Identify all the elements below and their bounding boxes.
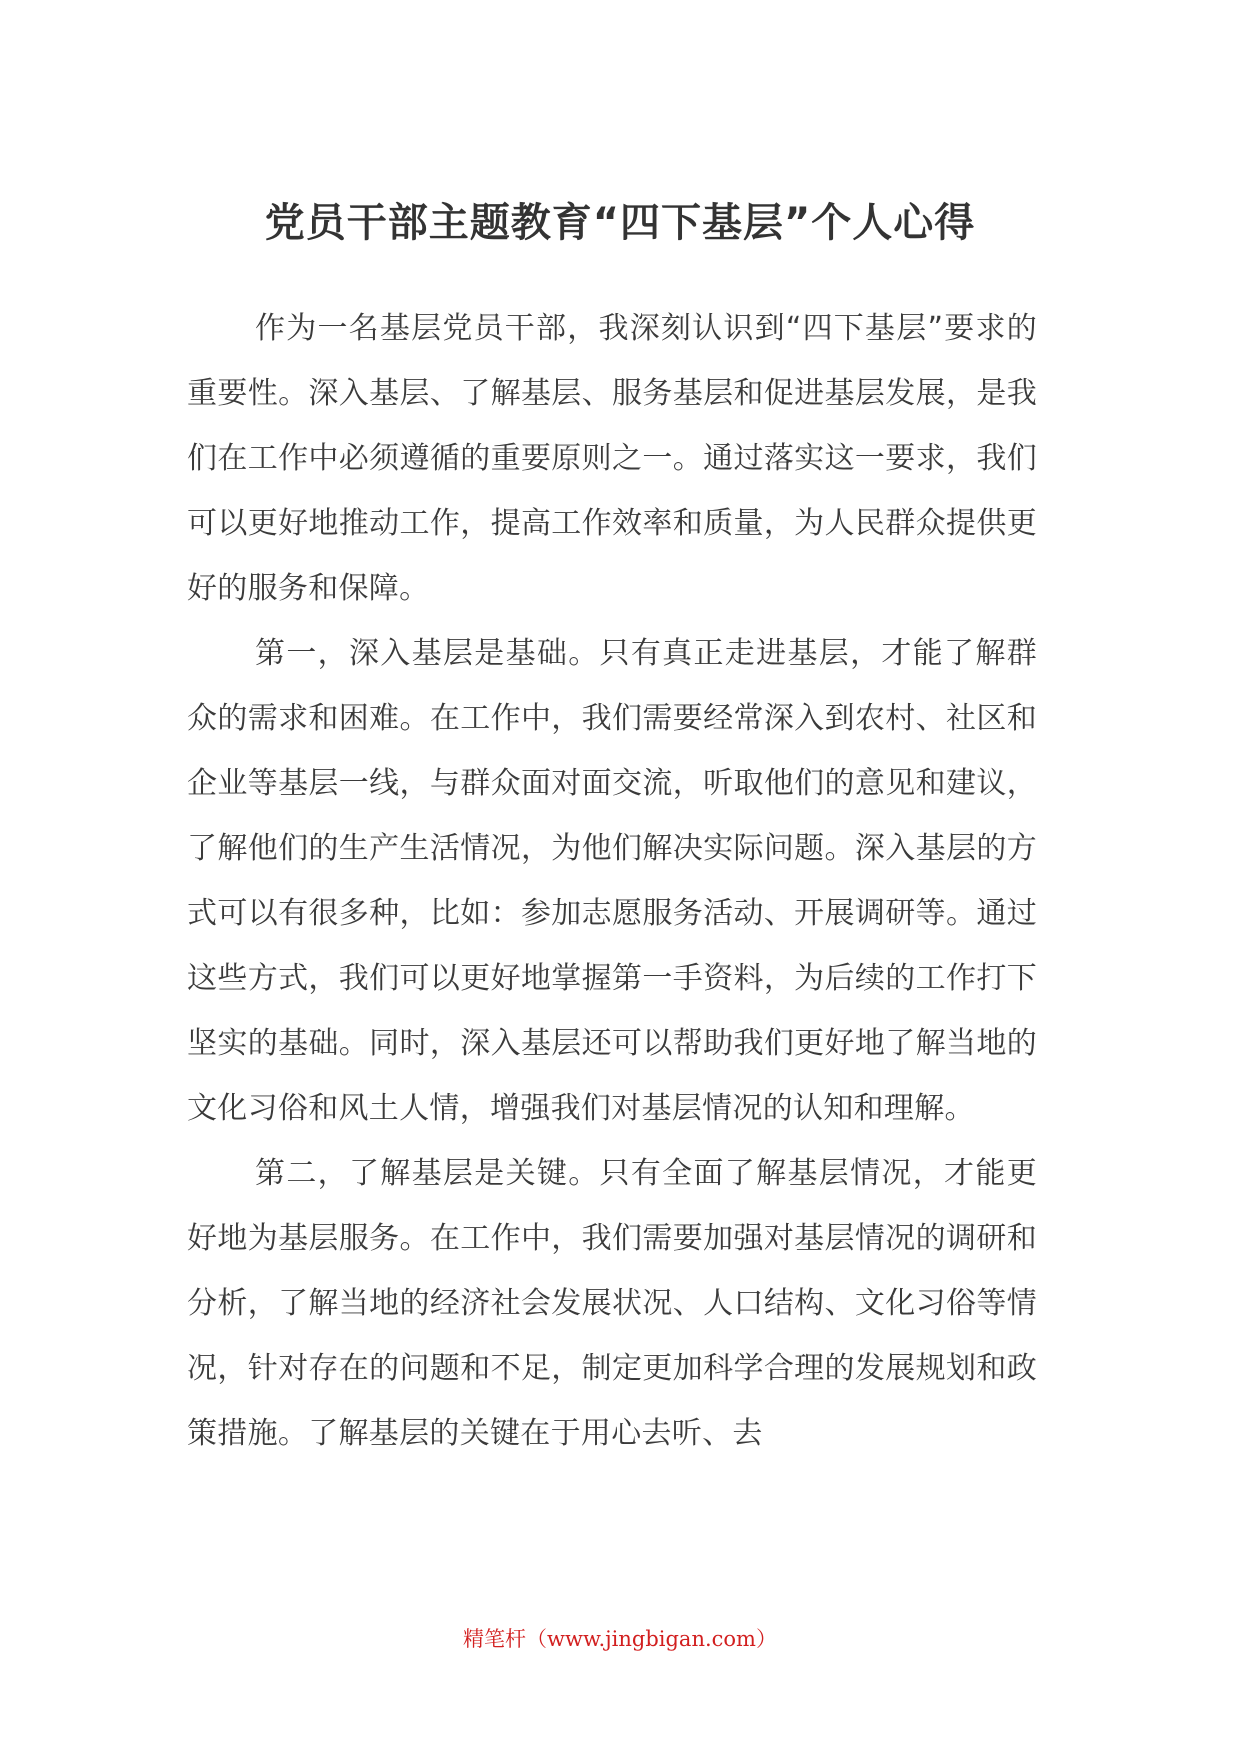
paragraph-intro: 作为一名基层党员干部，我深刻认识到“四下基层”要求的重要性。深入基层、了解基层、服务基层和促进基层发展，是我们在工作中必须遵循的重要原则之一。通过落实这一要求，我们可以更好地推动工作，提高工作效率和质量，为人民群众提供更好的服务和保障。 (187, 311, 1037, 606)
document-title: 党员干部主题教育“四下基层”个人心得 (264, 200, 976, 246)
document-body (187, 296, 1037, 1466)
paragraph-second-point: 第二，了解基层是关键。只有全面了解基层情况，才能更好地为基层服务。在工作中，我们需要加强对基层情况的调研和分析，了解当地的经济社会发展状况、人口结构、文化习俗等情况，针对存在的问题和不足，制定更加科学合理的发展规划和政策措施。了解基层的关键在于用心去听、去 (187, 1156, 1037, 1451)
paragraph-first-point: 第一，深入基层是基础。只有真正走进基层，才能了解群众的需求和困难。在工作中，我们需要经常深入到农村、社区和企业等基层一线，与群众面对面交流，听取他们的意见和建议，了解他们的生产生活情况，为他们解决实际问题。深入基层的方式可以有很多种，比如：参加志愿服务活动、开展调研等。通过这些方式，我们可以更好地掌握第一手资料，为后续的工作打下坚实的基础。同时，深入基层还可以帮助我们更好地了解当地的文化习俗和风土人情，增强我们对基层情况的认知和理解。 (187, 636, 1037, 1126)
footer-watermark: 精笔杆（www.jingbigan.com） (463, 1627, 777, 1651)
